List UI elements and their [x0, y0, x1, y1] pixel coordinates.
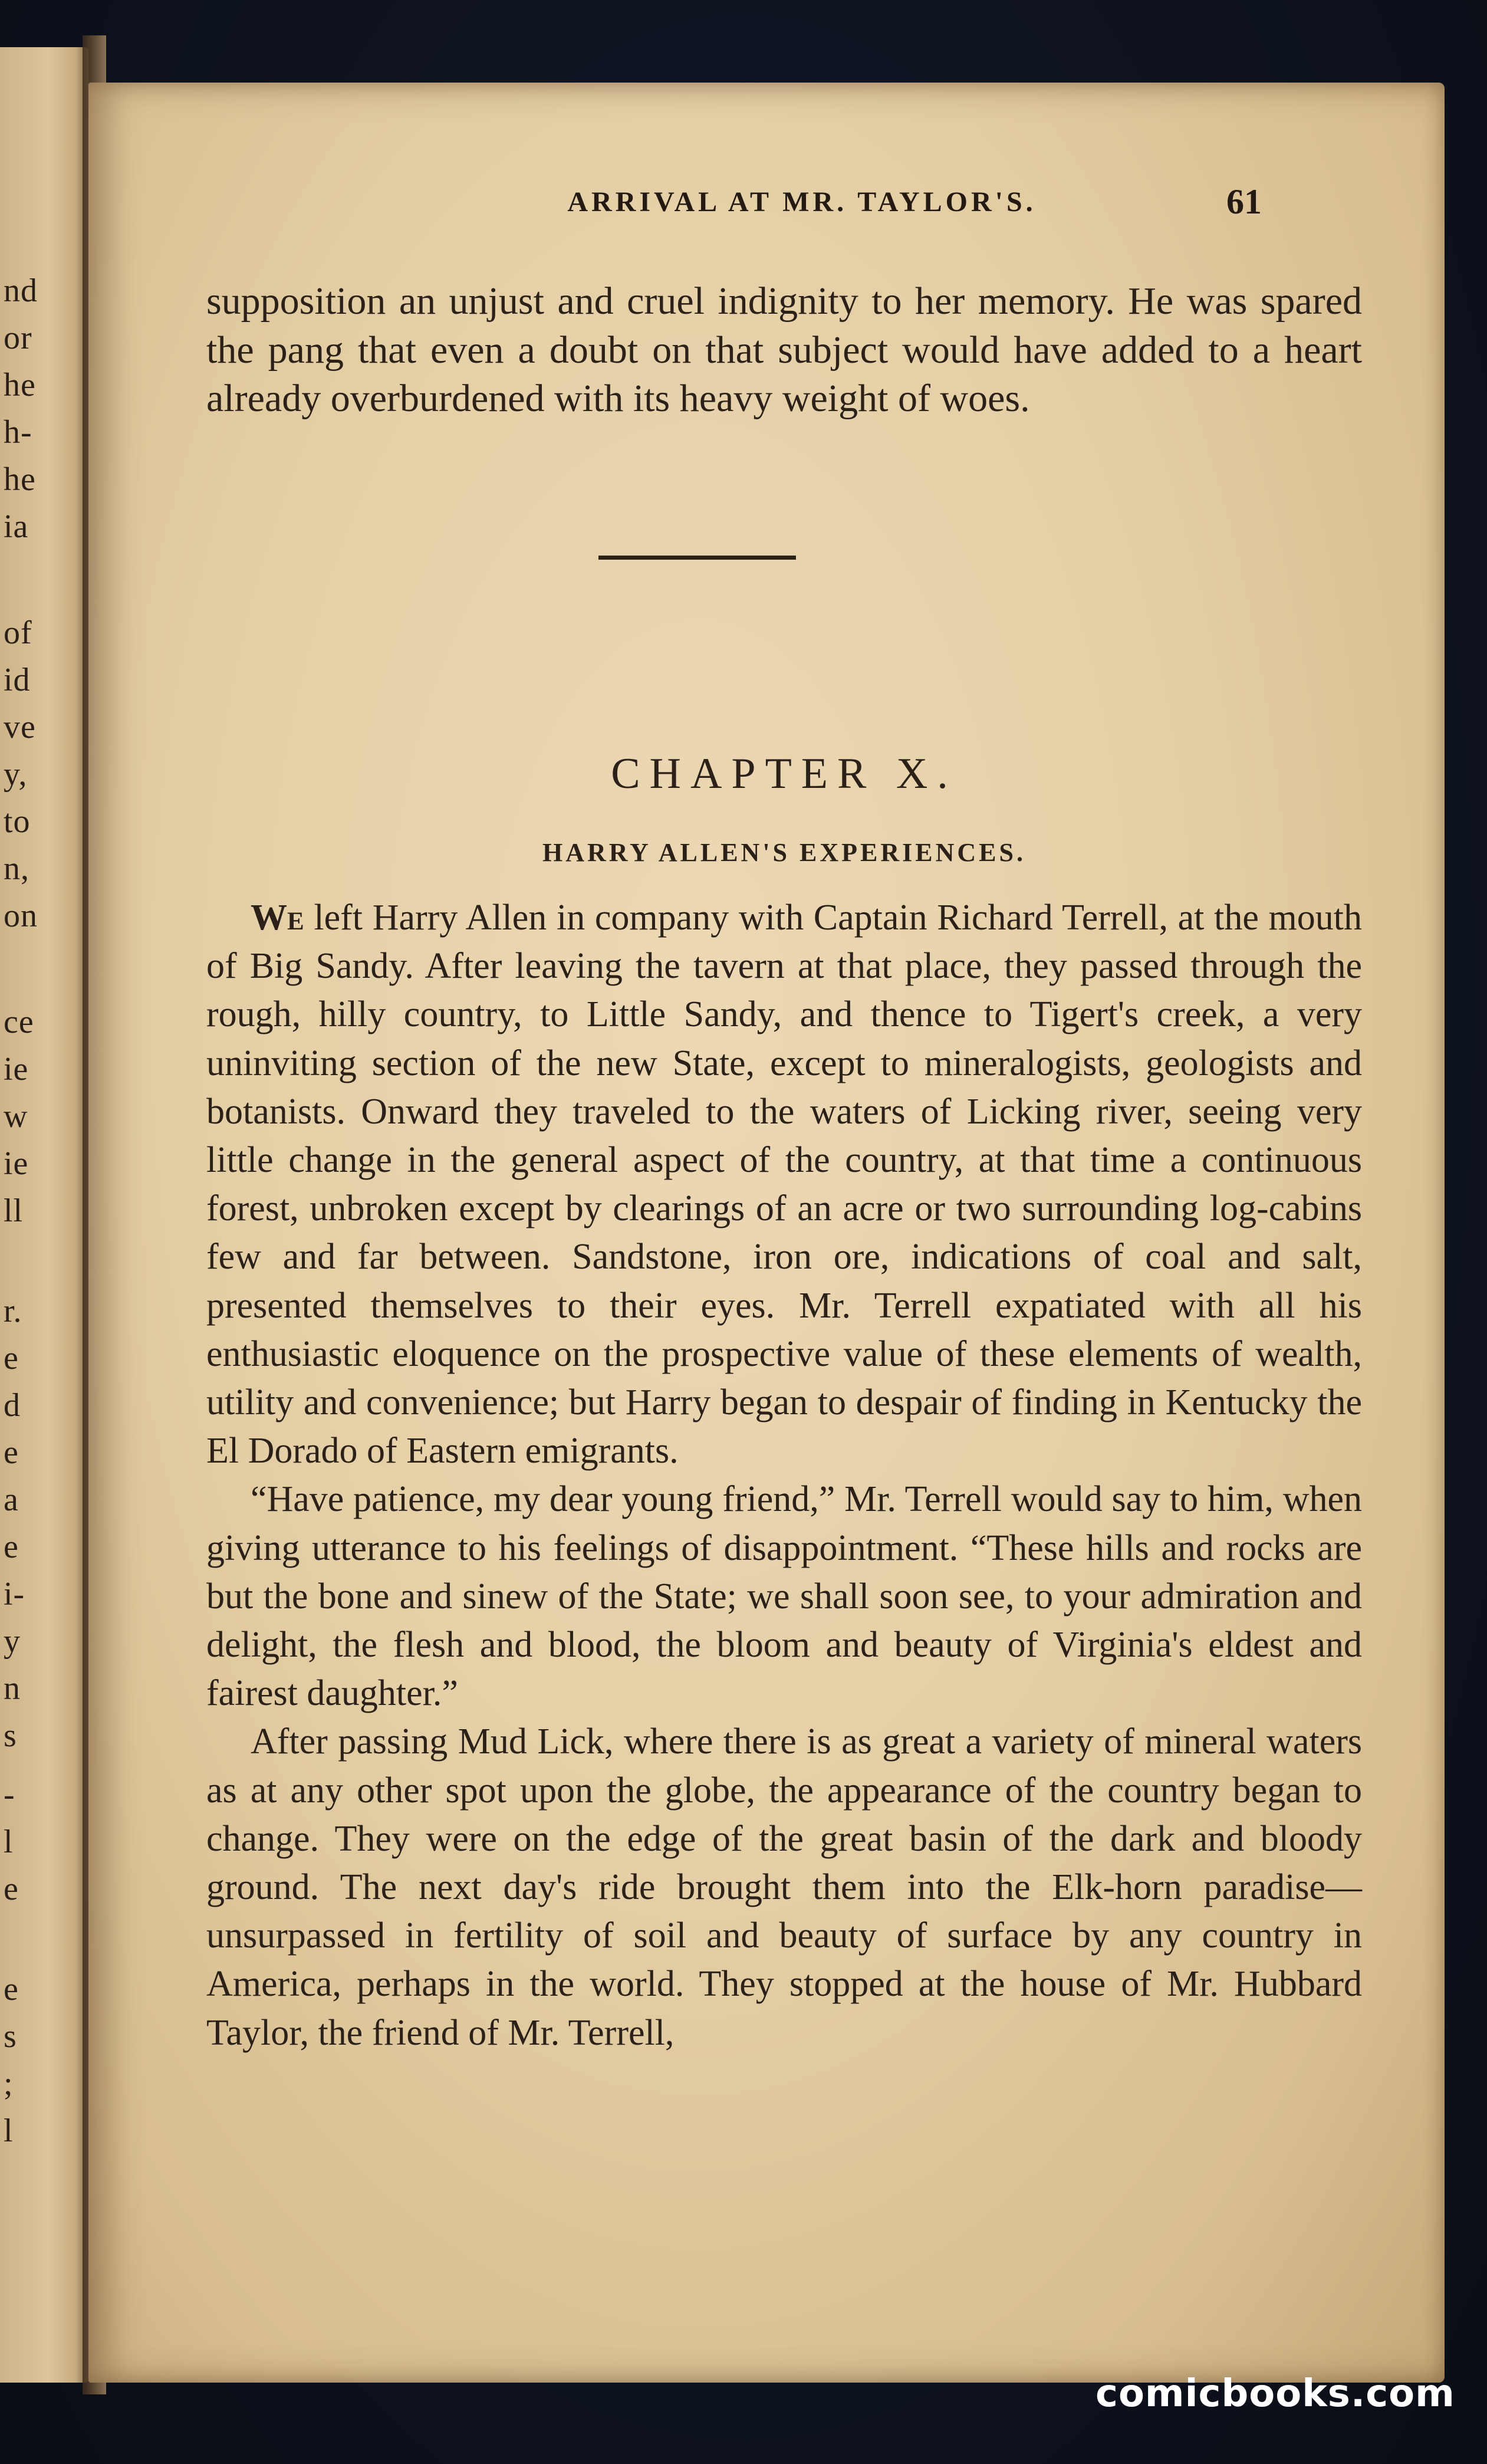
watermark: comicbooks.com — [1095, 2372, 1455, 2416]
prev-page-fragment: of — [4, 615, 32, 651]
prev-page-fragment: id — [4, 662, 31, 698]
prev-page-fragment: l — [4, 2113, 14, 2149]
prev-page-fragment: ia — [4, 508, 29, 545]
drop-word: We — [251, 898, 304, 938]
prev-page-fragment: a — [4, 1481, 19, 1518]
chapter-paragraph — [206, 893, 1362, 1475]
prev-page-fragment: ll — [4, 1192, 24, 1229]
prev-page-fragment: e — [4, 1529, 19, 1565]
prev-page-fragment: i- — [4, 1576, 25, 1612]
chapter-title: CHAPTER X. — [611, 750, 958, 798]
prev-page-fragment: he — [4, 461, 36, 498]
prev-page-fragment: s — [4, 1717, 17, 1754]
chapter-subtitle: HARRY ALLEN'S EXPERIENCES. — [542, 838, 1026, 867]
paragraph-text: left Harry Allen in company with Captain Richard Terrell, at the mouth of Big Sandy. After leaving the tavern at that place, they passed through the rough, hilly country, to Little Sandy, and thence to Tigert's creek, a very uninviting section of the new State, except to mineralogists, geologists and botanists. Onward they traveled to the waters of Licking river, seeing very little change in the general aspect of the country, at that time a continuous forest, unbroken except by clearings of an acre or two surrounding log-cabins few and far between. Sandstone, iron ore, indications of coal and salt, presented themselves to their eyes. Mr. Terrell expatiated with all his enthusiastic eloquence on the prospective value of these elements of wealth, utility and convenience; but Harry began to despair of finding in Kentucky the El Dorado of Eastern emigrants. — [206, 898, 1362, 1471]
prev-page-fragment: ce — [4, 1004, 34, 1040]
prev-page-fragment: h- — [4, 414, 32, 451]
prev-page-fragment: or — [4, 320, 32, 356]
prev-page-fragment: s — [4, 2018, 17, 2055]
running-head: ARRIVAL AT MR. TAYLOR'S. — [567, 186, 1037, 218]
previous-page-edge — [0, 47, 88, 2383]
prev-page-fragment: r. — [4, 1293, 22, 1329]
prev-page-fragment: y, — [4, 756, 28, 793]
prev-page-fragment: e — [4, 1340, 19, 1376]
prev-page-fragment: e — [4, 1434, 19, 1471]
prev-page-fragment: y — [4, 1623, 21, 1660]
page-number: 61 — [1226, 182, 1262, 221]
prev-page-fragment: ve — [4, 709, 36, 745]
prev-page-fragment: n, — [4, 850, 29, 887]
prev-page-fragment: ie — [4, 1145, 29, 1182]
prev-page-fragment: e — [4, 1871, 19, 1907]
prev-page-fragment: ie — [4, 1051, 29, 1088]
section-rule — [598, 556, 796, 560]
prev-page-fragment: d — [4, 1387, 21, 1424]
chapter-body — [206, 893, 1362, 2057]
prev-page-fragment: nd — [4, 272, 38, 309]
prev-page-fragment: - — [4, 1776, 15, 1813]
prev-page-fragment: e — [4, 1971, 19, 2008]
chapter-paragraph: “Have patience, my dear young friend,” Mr. Terrell would say to him, when giving utterance to his feelings of disappointment. “These hills and rocks are but the bone and sinew of the State; we shall soon see, to your admiration and delight, the flesh and blood, the bloom and beauty of Virginia's eldest and fairest daughter.” — [206, 1479, 1362, 1714]
prev-page-fragment: l — [4, 1824, 14, 1860]
opening-paragraph-block — [206, 277, 1362, 423]
book-page — [88, 83, 1445, 2383]
prev-page-fragment: he — [4, 367, 36, 403]
prev-page-fragment: ; — [4, 2065, 14, 2102]
prev-page-fragment: on — [4, 898, 38, 934]
prev-page-fragment: to — [4, 803, 31, 840]
prev-page-fragment: n — [4, 1670, 21, 1707]
chapter-paragraph: After passing Mud Lick, where there is as great a variety of mineral waters as at any other spot upon the globe, the appearance of the country began to change. They were on the edge of the great basin of the dark and bloody ground. The next day's ride brought them into the Elk-horn paradise—unsurpassed in fertility of soil and beauty of surface by any country in America, perhaps in the world. They stopped at the house of Mr. Hubbard Taylor, the friend of Mr. Terrell, — [206, 1721, 1362, 2053]
opening-paragraph: supposition an unjust and cruel indignity to her memory. He was spared the pang that even a doubt on that subject would have added to a heart already overburdened with its heavy weight of woes. — [206, 280, 1362, 420]
prev-page-fragment: w — [4, 1098, 28, 1135]
